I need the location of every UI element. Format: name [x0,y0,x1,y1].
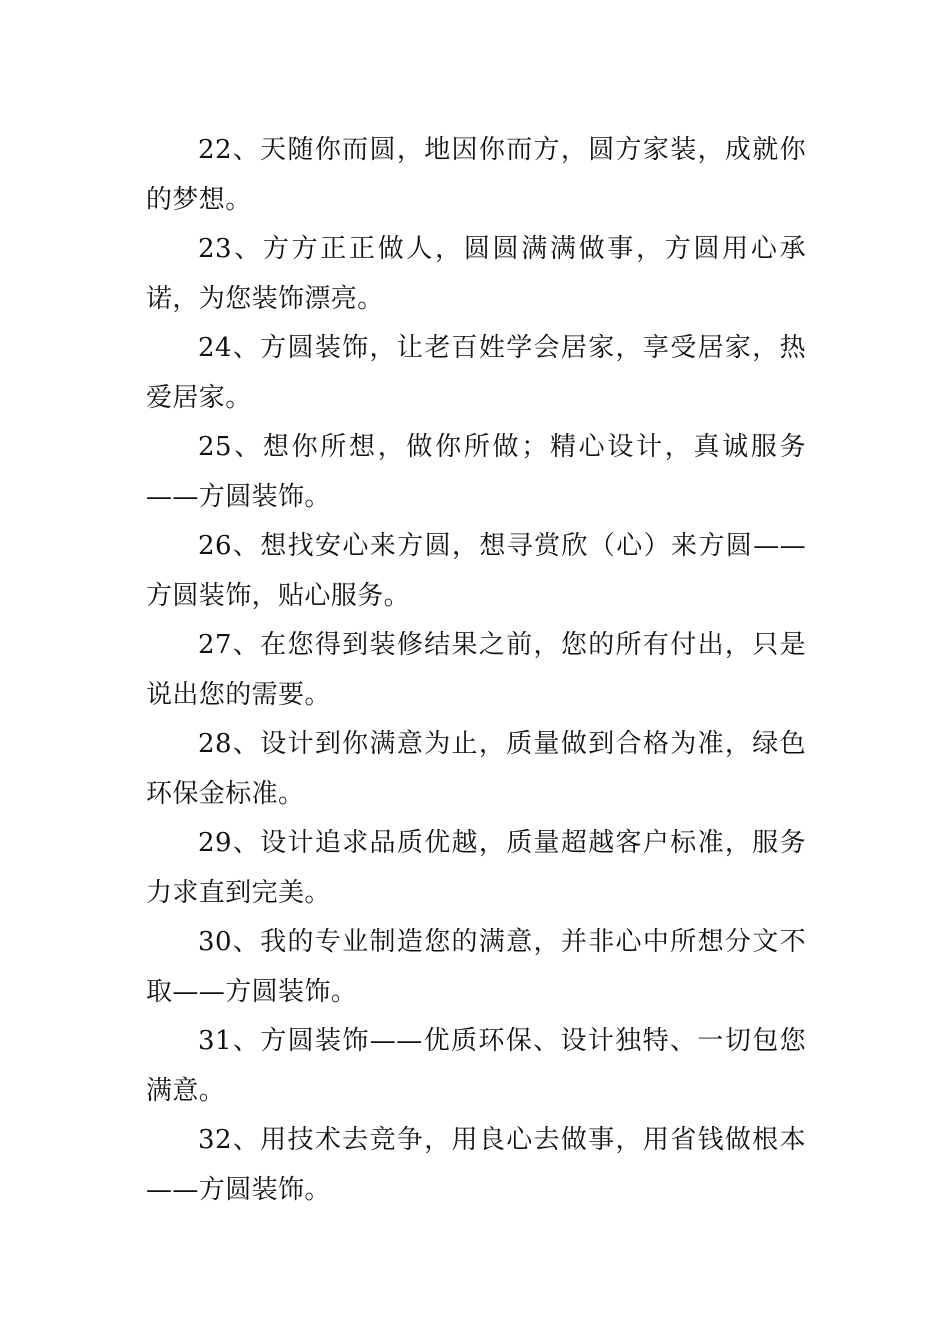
slogan-paragraph-23: 23、方方正正做人，圆圆满满做事，方圆用心承诺，为您装饰漂亮。 [146,234,806,314]
slogan-paragraph-25: 25、想你所想，做你所做；精心设计，真诚服务——方圆装饰。 [146,432,806,512]
slogan-paragraph-28: 28、设计到你满意为止，质量做到合格为准，绿色环保金标准。 [146,729,806,809]
slogan-paragraph-27: 27、在您得到装修结果之前，您的所有付出，只是说出您的需要。 [146,630,806,710]
slogan-paragraph-24: 24、方圆装饰，让老百姓学会居家，享受居家，热爱居家。 [146,333,806,413]
slogan-paragraph-22: 22、天随你而圆，地因你而方，圆方家装，成就你的梦想。 [146,135,806,215]
slogan-paragraph-29: 29、设计追求品质优越，质量超越客户标准，服务力求直到完美。 [146,828,806,908]
document-body [146,126,806,1215]
slogan-paragraph-30: 30、我的专业制造您的满意，并非心中所想分文不取——方圆装饰。 [146,927,806,1007]
slogan-paragraph-32: 32、用技术去竞争，用良心去做事，用省钱做根本——方圆装饰。 [146,1125,806,1205]
slogan-paragraph-26: 26、想找安心来方圆，想寻赏欣（心）来方圆——方圆装饰，贴心服务。 [146,531,806,611]
slogan-paragraph-31: 31、方圆装饰——优质环保、设计独特、一切包您满意。 [146,1026,806,1106]
